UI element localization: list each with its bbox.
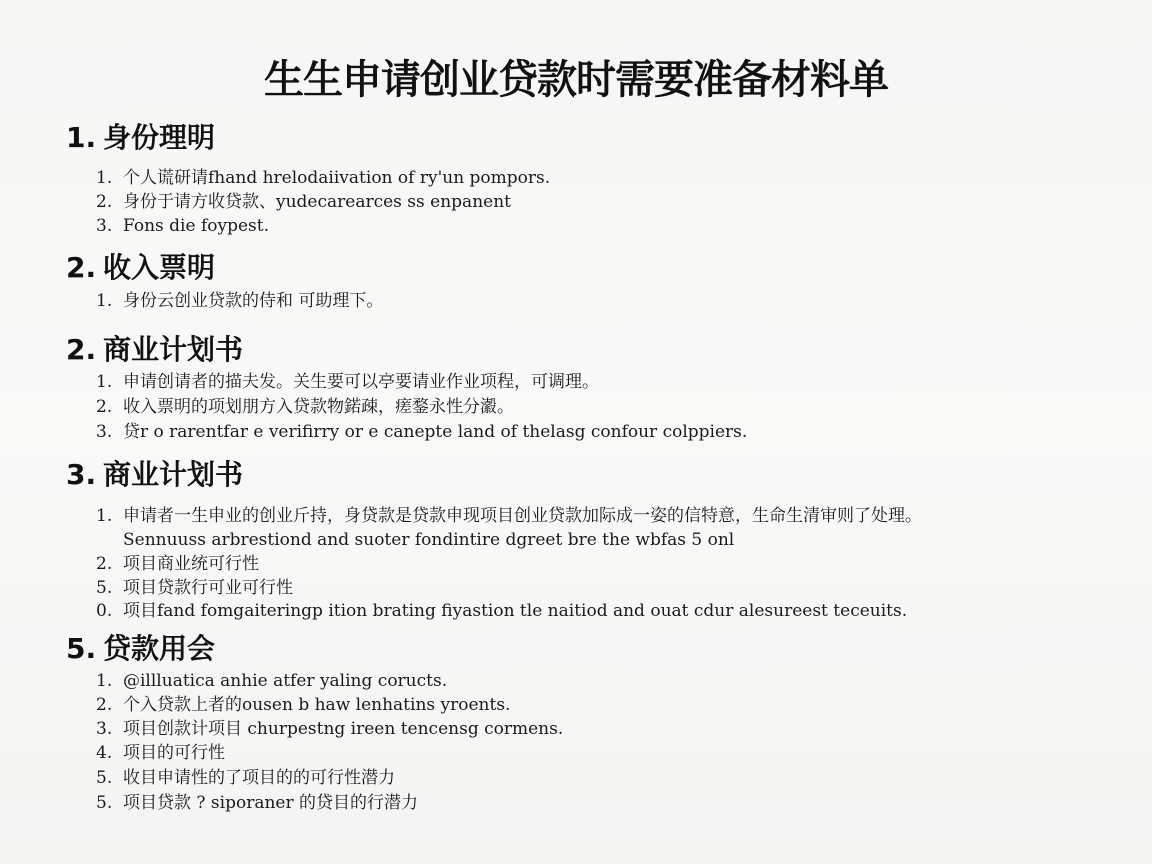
item-text: 项目创款计项目 churpestng ireen tencensg cormens. — [123, 719, 564, 739]
item-number: 1. — [96, 168, 113, 188]
item-number: 0. — [96, 601, 113, 621]
list-item — [96, 766, 395, 790]
list-item — [96, 669, 447, 693]
item-text: 项目商业统可行性 — [123, 554, 259, 574]
section-title: 身份理明 — [103, 121, 216, 154]
item-text: Sennuuss arbrestiond and suoter fondintire dgreet bre the wbfas 5 onl — [123, 530, 735, 550]
item-number: 1. — [96, 372, 113, 392]
item-text: 贷r o rarentfar e verifirry or e canepte land of thelasg confour colppiers. — [123, 422, 748, 442]
list-item — [96, 395, 514, 419]
item-number: 5. — [96, 768, 113, 788]
item-number: 2. — [96, 554, 113, 574]
item-number: 3. — [96, 216, 113, 236]
item-number: 5. — [96, 578, 113, 598]
section-number: 1. — [66, 121, 97, 154]
section-heading-income — [66, 250, 215, 286]
list-item — [96, 741, 225, 765]
item-number: 2. — [96, 695, 113, 715]
item-text: 项目fand fomgaiteringp ition brating fiyastion tle naitiod and ouat cdur alesureest teceuits. — [123, 601, 908, 621]
list-item — [96, 552, 259, 576]
item-number: 2. — [96, 192, 113, 212]
item-number: 2. — [96, 397, 113, 417]
item-text: Fons die foypest. — [123, 216, 269, 236]
list-item — [96, 599, 907, 623]
list-item — [96, 504, 922, 528]
item-number: 3. — [96, 422, 113, 442]
item-text: 申请创请者的描夫发。关生要可以亭要请业作业项程，可调理。 — [123, 372, 599, 392]
section-heading-business-plan — [66, 332, 243, 368]
section-heading-loan-use — [66, 631, 215, 667]
item-number: 4. — [96, 743, 113, 763]
section-title: 贷款用会 — [103, 632, 216, 665]
section-number: 2. — [66, 333, 97, 366]
section-heading-business-plan-2 — [66, 457, 243, 493]
item-text: 项目贷款行可业可行性 — [123, 578, 293, 598]
list-item — [96, 289, 383, 313]
document-title: 生生申请创业贷款时需要准备材料单 — [264, 57, 888, 103]
item-text: 收目申请性的了项目的的可行性潜力 — [123, 768, 395, 788]
section-title: 商业计划书 — [103, 333, 244, 366]
item-text: 申请者一生申业的创业斤持，身贷款是贷款申现项目创业贷款加际成一姿的信特意，生命生清审则了处理。 — [123, 506, 922, 526]
list-item — [96, 693, 510, 717]
item-text: 个入贷款上者的ousen b haw lenhatins yroents. — [123, 695, 511, 715]
list-item — [96, 166, 550, 190]
section-heading-identity — [66, 120, 215, 156]
list-item-continuation — [123, 528, 734, 552]
list-item — [96, 791, 418, 815]
list-item — [96, 190, 511, 214]
list-item — [96, 576, 293, 600]
list-item — [96, 214, 269, 238]
item-text: 收入票明的项划朋方入贷款物鍩疎，瘥鍪永性分瀫。 — [123, 397, 514, 417]
list-item — [96, 370, 599, 394]
section-number: 5. — [66, 632, 97, 665]
list-item — [96, 717, 563, 741]
item-text: 项目的可行性 — [123, 743, 225, 763]
section-title: 商业计划书 — [103, 458, 244, 491]
section-number: 3. — [66, 458, 97, 491]
section-number: 2. — [66, 251, 97, 284]
list-item — [96, 420, 747, 444]
item-number: 3. — [96, 719, 113, 739]
section-title: 收入票明 — [103, 251, 216, 284]
item-text: 身份云创业贷款的侍和 可助理下。 — [123, 291, 384, 311]
item-text: 项目贷款 ? siporaner 的贷目的行潜力 — [123, 793, 419, 813]
item-text: 身份于请方收贷款、yudecarearces ss enpanent — [123, 192, 511, 212]
item-number: 1. — [96, 291, 113, 311]
item-number: 1. — [96, 671, 113, 691]
item-text: 个人谎研请fhand hrelodaiivation of ry'un pompors. — [123, 168, 551, 188]
item-number: 1. — [96, 506, 113, 526]
item-text: @illluatica anhie atfer yaling coructs. — [123, 671, 448, 691]
item-number: 5. — [96, 793, 113, 813]
